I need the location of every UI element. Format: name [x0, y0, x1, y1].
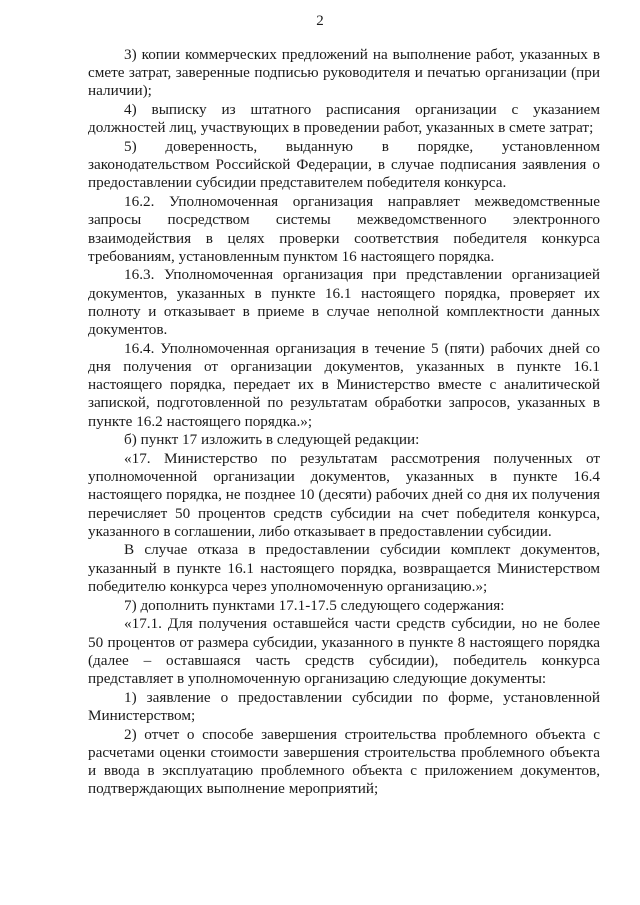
list-item-staff-schedule: 4) выписку из штатного расписания организации с указанием должностей лиц, участвующих в проведении работ, указанных в смете затрат; — [88, 101, 600, 137]
clause-17: «17. Министерство по результатам рассмотрения полученных от уполномоченной организации документов, указанных в пункте 16.4 настоящего порядка, не позднее 10 (десяти) рабочих дней со дня их получения перечисляет 50 процентов средств субсидии на счет победителя конкурса, указанного в соглашении, либо отказывает в предоставлении субсидии. — [88, 449, 600, 540]
list-item-application: 1) заявление о предоставлении субсидии по форме, установленной Министерством; — [88, 688, 600, 724]
clause-17-refusal: В случае отказа в предоставлении субсидии комплект документов, указанный в пункте 16.1 настоящего порядка, возвращается Министерством победителю конкурса через уполномоченную организацию.»; — [88, 541, 600, 595]
list-item-copies-of-offers: 3) копии коммерческих предложений на выполнение работ, указанных в смете затрат, заверенные подписью руководителя и печатью организации (при наличии); — [88, 46, 600, 100]
list-item-power-of-attorney: 5) доверенность, выданную в порядке, установленном законодательством Российской Федерации, в случае подписания заявления о предоставлении субсидии представителем победителя конкурса. — [88, 138, 600, 192]
amendment-item-7: 7) дополнить пунктами 17.1-17.5 следующего содержания: — [124, 596, 505, 614]
amendment-item-6: б) пункт 17 изложить в следующей редакции: — [124, 431, 420, 449]
clause-16-3: 16.3. Уполномоченная организация при представлении организацией документов, указанных в пункте 16.1 настоящего порядка, проверяет их полноту и отказывает в приеме в случае неполной комплектности данных документов. — [88, 266, 600, 339]
list-item-report: 2) отчет о способе завершения строительства проблемного объекта с расчетами оценки стоимости завершения строительства проблемного объекта и ввода в эксплуатацию проблемного объекта с приложением документов, подтверждающих выполнение мероприятий; — [88, 725, 600, 798]
clause-16-2: 16.2. Уполномоченная организация направляет межведомственные запросы посредством системы межведомственного электронного взаимодействия в целях проверки соответствия победителя конкурса требованиям, установленным пунктом 16 настоящего порядка. — [88, 193, 600, 265]
document-body — [88, 46, 600, 799]
page-number: 2 — [316, 13, 324, 29]
clause-16-4: 16.4. Уполномоченная организация в течение 5 (пяти) рабочих дней со дня получения от организации документов, указанных в пункте 16.1 настоящего порядка, передает их в Министерство вместе с аналитической запиской, подготовленной по результатам обработки запросов, указанных в пункте 16.2 настоящего порядка.»; — [88, 339, 600, 430]
clause-17-1: «17.1. Для получения оставшейся части средств субсидии, но не более 50 процентов от размера субсидии, указанного в пункте 8 настоящего порядка (далее – оставшаяся часть средств субсидии), победитель конкурса представляет в уполномоченную организацию следующие документы: — [88, 615, 600, 687]
